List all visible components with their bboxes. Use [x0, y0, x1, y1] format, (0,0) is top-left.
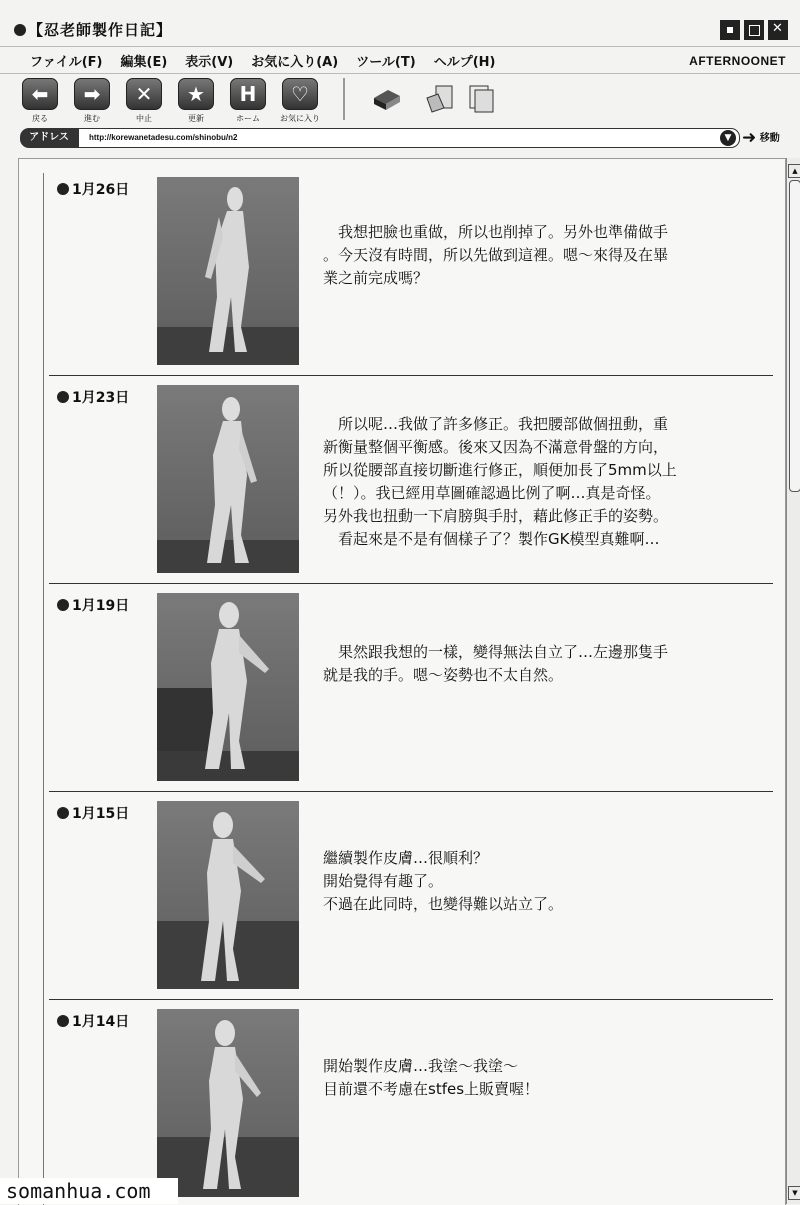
vertical-scrollbar[interactable]: [786, 158, 800, 1204]
title-bar: [0, 0, 800, 46]
entry-date: 1月26日: [57, 179, 129, 199]
mail-icon[interactable]: [424, 82, 458, 116]
left-rule: [43, 173, 44, 1205]
entry-photo: [157, 801, 299, 989]
scroll-down-icon[interactable]: ▼: [788, 1186, 800, 1200]
entry-photo: [157, 385, 299, 573]
forward-button[interactable]: ➡ 進む: [70, 78, 114, 124]
entry-photo: [157, 1009, 299, 1197]
go-button[interactable]: ➜ 移動: [742, 128, 780, 148]
menu-favorites[interactable]: お気に入り(A): [251, 55, 339, 70]
x-icon: ✕: [126, 78, 162, 110]
home-icon: H: [230, 78, 266, 110]
figure-photo-icon: [157, 1009, 299, 1197]
entry-photo: [157, 177, 299, 365]
scroll-thumb[interactable]: [789, 180, 800, 492]
arrow-left-icon: ⬅: [22, 78, 58, 110]
entry-divider: [49, 999, 773, 1000]
bullet-icon: [57, 183, 69, 195]
address-bar: [20, 128, 800, 150]
entry-text: 開始製作皮膚…我塗～我塗～ 目前還不考慮在stfes上販賣喔！: [323, 1057, 540, 1098]
entry-date: 1月15日: [57, 803, 129, 823]
watermark: somanhua.com: [0, 1178, 178, 1204]
copy-pages-icon[interactable]: [466, 82, 500, 116]
entry-divider: [49, 791, 773, 792]
toolbar: [0, 74, 800, 126]
entry-date: 1月23日: [57, 387, 129, 407]
scroll-up-icon[interactable]: ▲: [788, 164, 800, 178]
entry-text: 繼續製作皮膚…很順利？ 開始覺得有趣了。 不過在此同時，也變得難以站立了。: [323, 849, 564, 913]
stop-button[interactable]: ✕ 中止: [122, 78, 166, 124]
entry-date: 1月14日: [57, 1011, 129, 1031]
back-button[interactable]: ⬅ 戻る: [18, 78, 62, 124]
menu-view[interactable]: 表示(V): [185, 55, 234, 70]
bullet-icon: [57, 807, 69, 819]
bullet-icon: [57, 1015, 69, 1027]
bullet-icon: [57, 391, 69, 403]
refresh-button[interactable]: ★ 更新: [174, 78, 218, 124]
brand-logo: AFTERNOONET: [689, 54, 786, 68]
arrow-right-icon: ➜: [742, 128, 757, 148]
entry-text: 所以呢…我做了許多修正。我把腰部做個扭動，重 新衡量整個平衡感。後來又因為不滿意骨盤的方向， 所以從腰部直接切斷進行修正，順便加長了5mm以上 （！）。我已經用草圖確認過比例了啊…真是奇怪。 另外我也扭動一下肩膀與手肘，藉此修正手的姿勢。 看起來是不是有個樣子了？製作GK模型真難啊…: [323, 415, 677, 548]
close-icon[interactable]: [768, 20, 788, 40]
star-icon: ★: [178, 78, 214, 110]
entry-divider: [49, 375, 773, 376]
arrow-right-icon: ➡: [74, 78, 110, 110]
menu-bar: [0, 46, 800, 74]
favorites-button[interactable]: ♡ お気に入り: [278, 78, 322, 124]
menu-edit[interactable]: 編集(E): [120, 55, 168, 70]
toolbar-separator: [343, 78, 345, 120]
entry-text: 果然跟我想的一樣，變得無法自立了…左邊那隻手 就是我的手。嗯～姿勢也不太自然。: [323, 643, 669, 684]
dropdown-icon[interactable]: ▼: [720, 130, 736, 146]
heart-icon: ♡: [282, 78, 318, 110]
window-title: 【忍老師製作日記】: [28, 21, 173, 39]
figure-photo-icon: [157, 385, 299, 573]
minimize-icon[interactable]: [720, 20, 740, 40]
menu-file[interactable]: ファイル(F): [30, 55, 103, 70]
figure-photo-icon: [157, 177, 299, 365]
printer-icon[interactable]: [370, 82, 404, 116]
bullet-icon: [57, 599, 69, 611]
maximize-icon[interactable]: [744, 20, 764, 40]
entry-text: 我想把臉也重做，所以也削掉了。另外也準備做手 。今天沒有時間，所以先做到這裡。嗯～來得及在畢 業之前完成嗎？: [323, 223, 669, 287]
entry-date: 1月19日: [57, 595, 129, 615]
address-input[interactable]: http://korewanetadesu.com/shinobu/n2: [78, 128, 740, 148]
entry-divider: [49, 583, 773, 584]
window-controls: [720, 20, 788, 40]
menu-tools[interactable]: ツール(T): [356, 55, 416, 70]
figure-photo-icon: [157, 593, 299, 781]
address-label: アドレス: [20, 128, 78, 148]
window-icon: [14, 24, 26, 36]
entry-photo: [157, 593, 299, 781]
home-button[interactable]: H ホーム: [226, 78, 270, 124]
figure-photo-icon: [157, 801, 299, 989]
page-content: [18, 158, 786, 1205]
menu-help[interactable]: ヘルプ(H): [433, 55, 496, 70]
